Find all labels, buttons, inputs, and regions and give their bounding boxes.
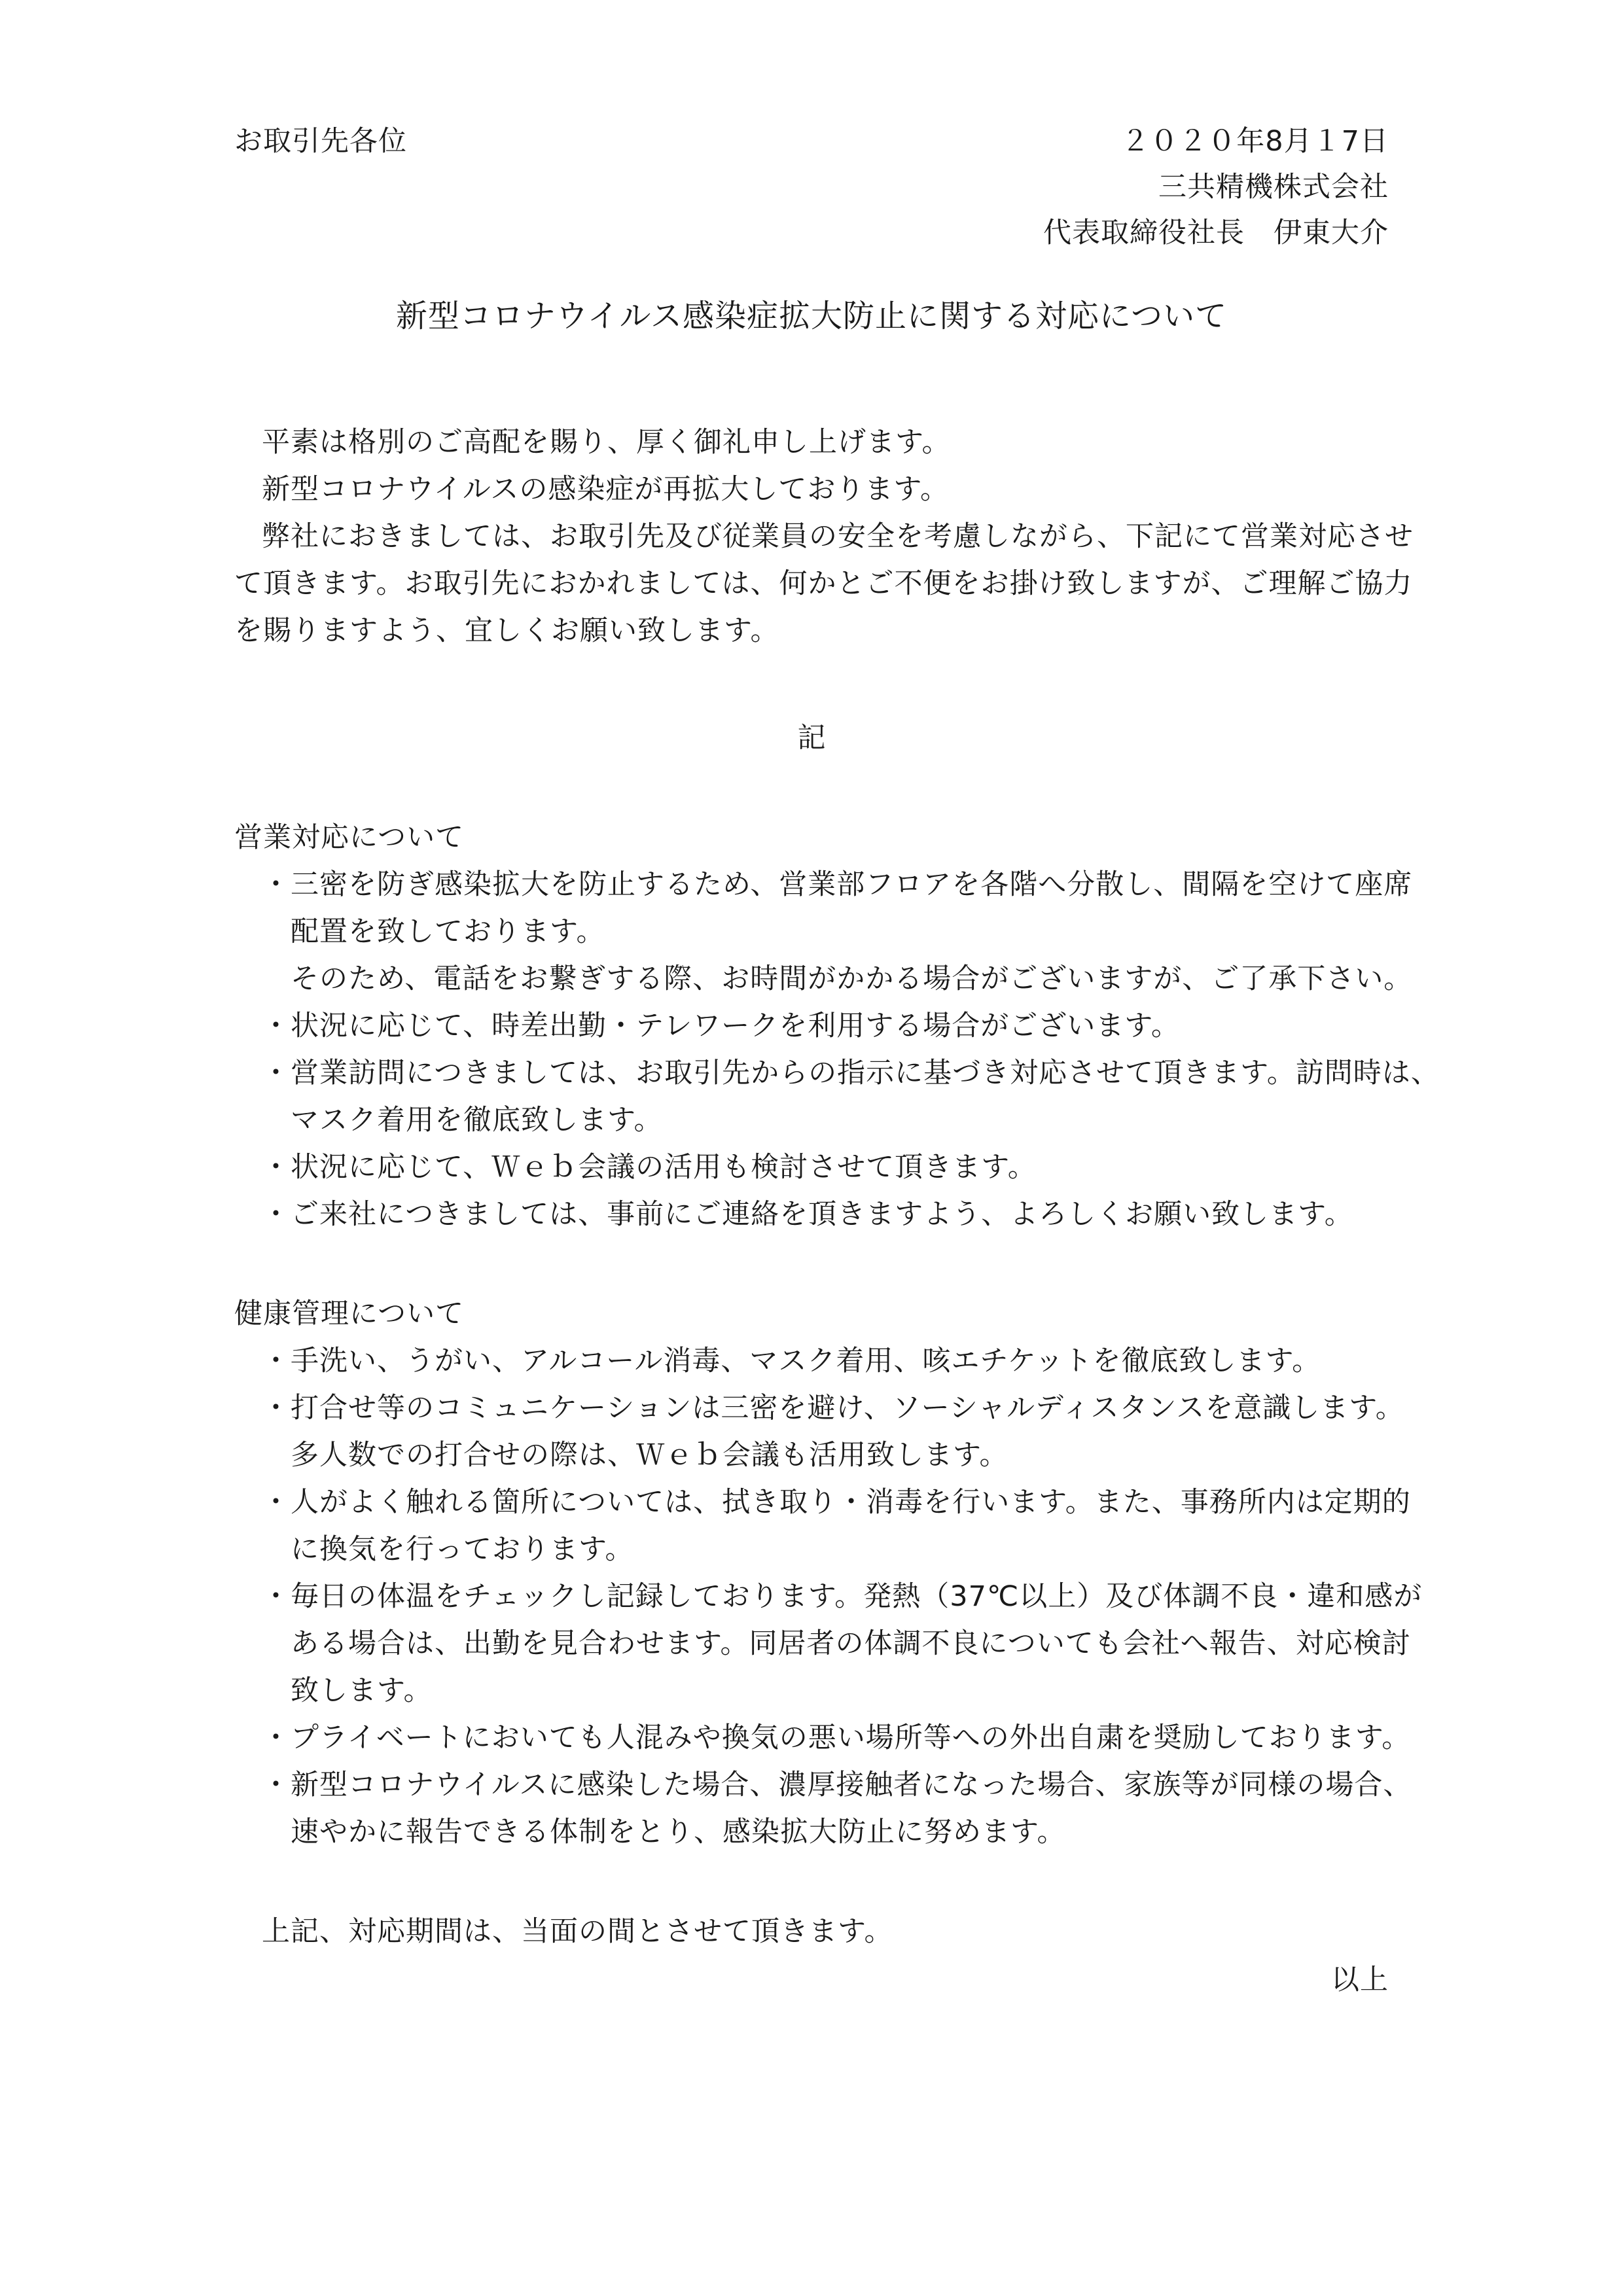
sales-item-cont: 配置を致しております。 [291,915,605,948]
sales-item: ・三密を防ぎ感染拡大を防止するため、営業部フロアを各階へ分散し、間隔を空けて座席 [262,868,1413,901]
health-item-cont: 多人数での打合せの際は、Ｗｅｂ会議も活用致します。 [291,1439,1008,1472]
company-name: 三共精機株式会社 [1158,171,1389,203]
sales-item: ・状況に応じて、時差出勤・テレワークを利用する場合がございます。 [262,1010,1180,1042]
ki-heading: 記 [797,722,826,754]
health-item-cont: 致します。 [291,1674,433,1707]
health-item-cont: に換気を行っております。 [291,1533,634,1566]
addressee: お取引先各位 [234,125,407,158]
intro-line: て頂きます。お取引先におかれましては、何かとご不便をお掛け致しますが、ご理解ご協力 [234,567,1413,600]
closing-period: 上記、対応期間は、当面の間とさせて頂きます。 [262,1915,893,1948]
sales-heading: 営業対応について [234,821,465,854]
date: ２０２０年8月１7日 [1121,125,1389,158]
health-item: ・人がよく触れる箇所については、拭き取り・消毒を行います。また、事務所内は定期的 [262,1486,1411,1519]
sales-item-cont: マスク着用を徹底致します。 [291,1104,663,1137]
representative: 代表取締役社長 伊東大介 [1043,217,1389,249]
health-item: ・毎日の体温をチェックし記録しております。発熱（37℃以上）及び体調不良・違和感が [262,1580,1423,1613]
sales-item-cont: そのため、電話をお繋ぎする際、お時間がかかる場合がございますが、ご了承下さい。 [291,963,1413,995]
sales-item: ・営業訪問につきましては、お取引先からの指示に基づき対応させて頂きます。訪問時は、 [262,1057,1440,1089]
health-item-cont: ある場合は、出勤を見合わせます。同居者の体調不良についても会社へ報告、対応検討 [291,1627,1411,1660]
health-item-cont: 速やかに報告できる体制をとり、感染拡大防止に努めます。 [291,1816,1066,1848]
health-heading: 健康管理について [234,1298,465,1330]
sales-item: ・状況に応じて、Ｗｅｂ会議の活用も検討させて頂きます。 [262,1151,1037,1184]
health-item: ・手洗い、うがい、アルコール消毒、マスク着用、咳エチケットを徹底致します。 [262,1345,1321,1377]
document-title: 新型コロナウイルス感染症拡大防止に関する対応について [395,298,1228,334]
sales-item: ・ご来社につきましては、事前にご連絡を頂きますよう、よろしくお願い致します。 [262,1198,1353,1231]
intro-line: 新型コロナウイルスの感染症が再拡大しております。 [262,473,949,506]
health-item: ・プライベートにおいても人混みや換気の悪い場所等への外出自粛を奨励しております。 [262,1722,1411,1754]
closing-end: 以上 [1331,1964,1389,1996]
health-item: ・打合せ等のコミュニケーションは三密を避け、ソーシャルディスタンスを意識します。 [262,1392,1404,1424]
health-item: ・新型コロナウイルスに感染した場合、濃厚接触者になった場合、家族等が同様の場合、 [262,1769,1412,1801]
intro-line: 弊社におきましては、お取引先及び従業員の安全を考慮しながら、下記にて営業対応させ [262,520,1414,553]
intro-line: 平素は格別のご高配を賜り、厚く御礼申し上げます。 [262,426,951,459]
intro-line: を賜りますよう、宜しくお願い致します。 [234,614,779,647]
